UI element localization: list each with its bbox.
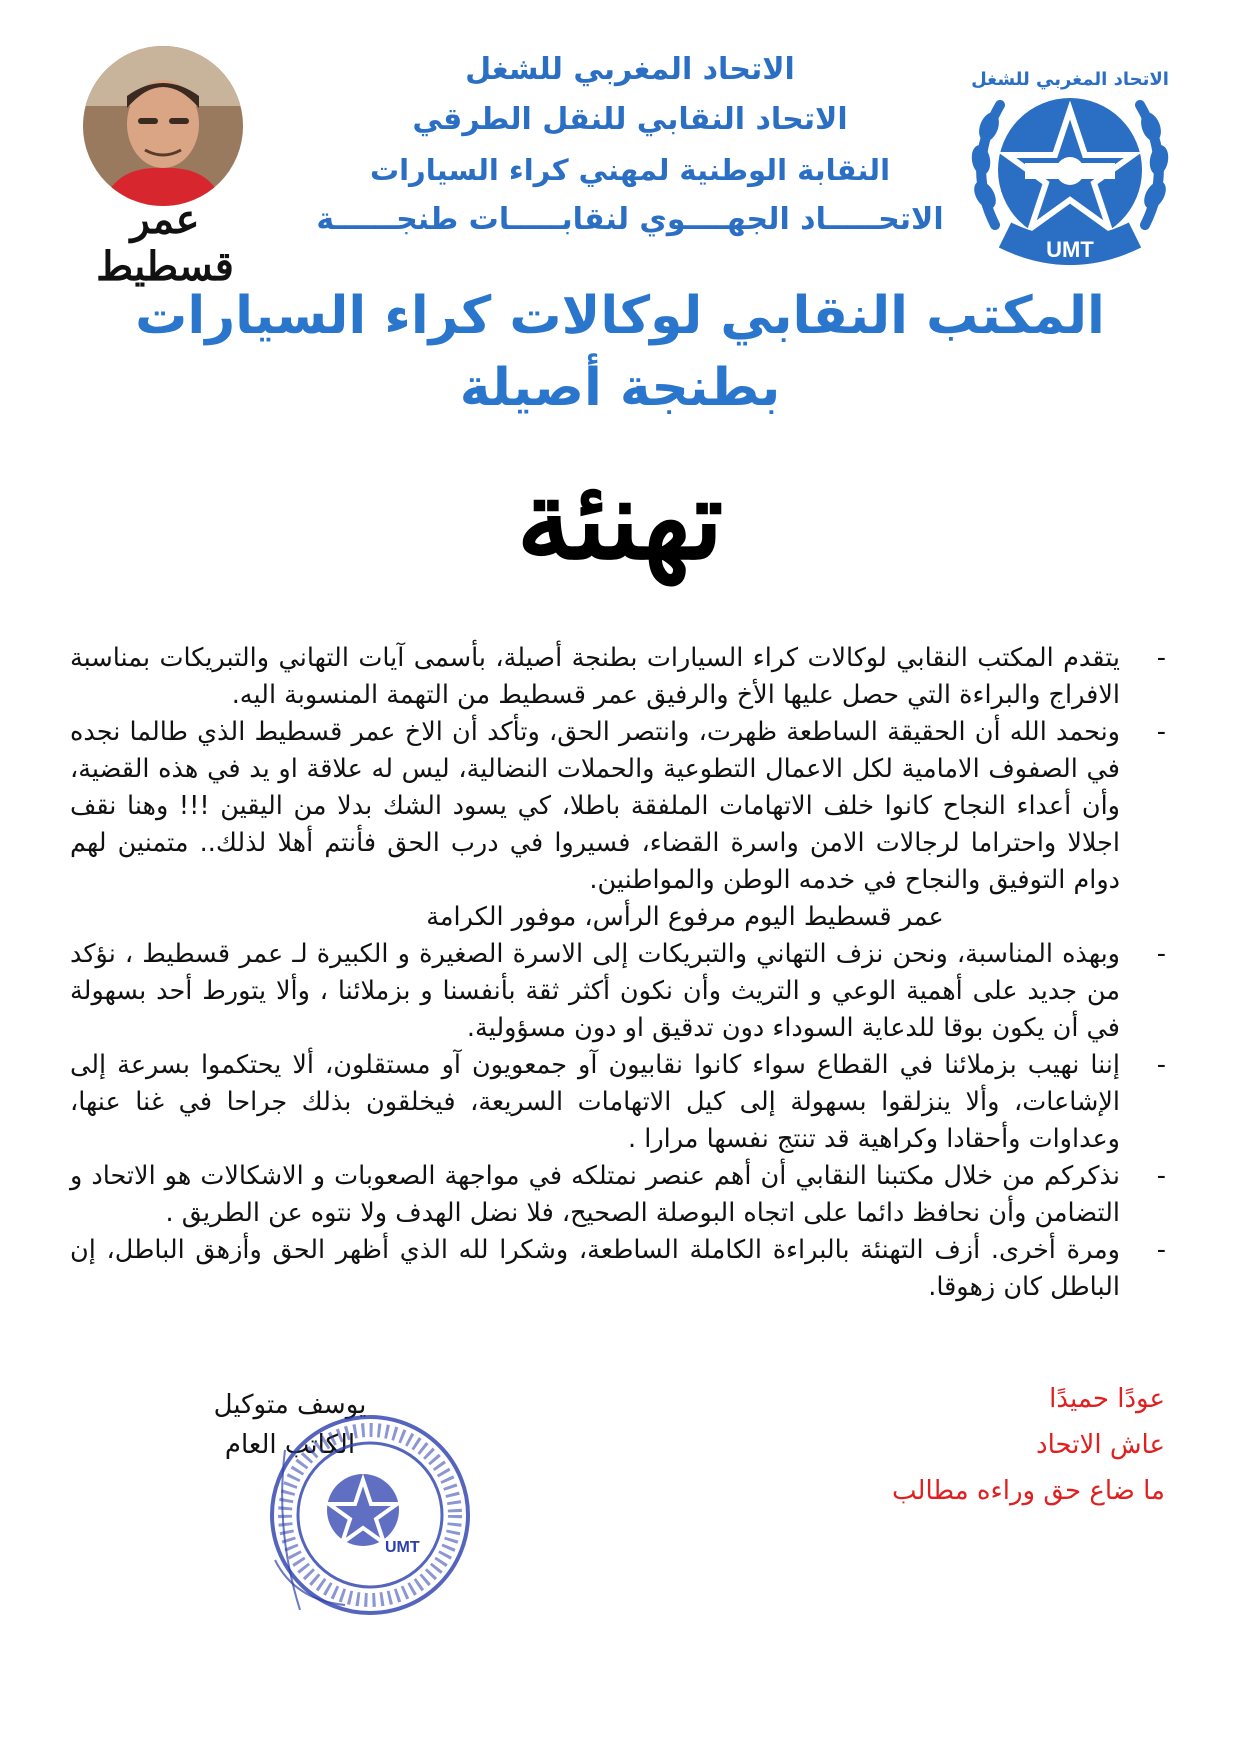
paragraph-2 xyxy=(70,714,1170,899)
closing-line-3: ما ضاع حق وراءه مطالب xyxy=(892,1476,1165,1506)
paragraph-text: نذكركم من خلال مكتبنا النقابي أن أهم عنصر نمتلكه في مواجهة الصعوبات و الاشكالات هو الاتحاد و التضامن وأن نحافظ دائما على اتجاه البوصلة الصحيح، فلا نضل الهدف ولا نتوه عن الطريق . xyxy=(70,1161,1120,1228)
stamp-text: UMT xyxy=(385,1539,420,1556)
umt-logo xyxy=(955,45,1185,275)
center-line: عمر قسطيط اليوم مرفوع الرأس، موفور الكرامة xyxy=(426,902,944,932)
closing-slogans xyxy=(850,1376,1165,1514)
paragraph-3 xyxy=(70,936,1170,1047)
paragraph-4 xyxy=(70,1047,1170,1158)
list-dash: - xyxy=(1156,1235,1166,1265)
stamp-seal-icon xyxy=(265,1410,475,1620)
umt-emblem-icon xyxy=(955,45,1185,275)
org-line-1: الاتحاد المغربي للشغل xyxy=(465,52,795,87)
document-title xyxy=(60,280,1180,424)
list-dash: - xyxy=(1156,939,1166,969)
logo-text: UMT xyxy=(1046,237,1094,262)
signatory-name: يوسف متوكيل xyxy=(213,1390,367,1420)
list-dash: - xyxy=(1156,717,1166,747)
greeting-heading: تهنئة xyxy=(516,455,724,584)
list-dash: - xyxy=(1156,1050,1166,1080)
official-stamp xyxy=(265,1410,475,1620)
list-dash: - xyxy=(1156,643,1166,673)
closing-line-2: عاش الاتحاد xyxy=(1035,1430,1165,1460)
org-line-2: الاتحاد النقابي للنقل الطرقي xyxy=(412,102,848,137)
photo-caption: عمر قسطيط xyxy=(96,196,234,290)
title-line-2: بطنجة أصيلة xyxy=(459,358,781,418)
logo-arc-text: الاتحاد المغربي للشغل xyxy=(971,69,1169,90)
paragraph-text: وبهذه المناسبة، ونحن نزف التهاني والتبريكات إلى الاسرة الصغيرة و الكبيرة لـ عمر قسطيط ، نؤكد من جديد على أهمية الوعي و التريث وأن نكون أكثر ثقة بأنفسنا و بزملائنا ، وألا يتورط أحد بسهولة في أن يكون بوقا للدعاية السوداء دون تدقيق او دون مسؤولية. xyxy=(70,939,1120,1043)
paragraph-6 xyxy=(70,1232,1170,1306)
org-line-3: النقابة الوطنية لمهني كراء السيارات xyxy=(369,153,891,187)
organization-header xyxy=(300,45,960,245)
profile-photo xyxy=(83,46,243,206)
org-line-4: الاتحـــــاد الجهــــوي لنقابـــــات طنجــــــة xyxy=(316,202,944,237)
paragraph-5 xyxy=(70,1158,1170,1232)
paragraph-text: ومرة أخرى. أزف التهنئة بالبراءة الكاملة الساطعة، وشكرا لله الذي أظهر الحق وأزهق الباطل، إن الباطل كان زهوقا. xyxy=(70,1235,1120,1302)
title-line-1: المكتب النقابي لوكالات كراء السيارات xyxy=(135,286,1105,346)
paragraph-1 xyxy=(70,640,1170,714)
paragraph-text: يتقدم المكتب النقابي لوكالات كراء السيارات بطنجة أصيلة، بأسمى آيات التهاني والتبريكات بمناسبة الافراج والبراءة التي حصل عليها الأخ والرفيق عمر قسطيط من التهمة المنسوبة اليه. xyxy=(70,643,1120,710)
paragraph-text: ونحمد الله أن الحقيقة الساطعة ظهرت، وانتصر الحق، وتأكد أن الاخ عمر قسطيط الذي طالما نجده في الصفوف الامامية لكل الاعمال التطوعية والحملات النضالية، ليس له علاقة او يد في هذه القضية، وأن أعداء النجاح كانوا خلف الاتهامات الملفقة باطلا، كي يسود الشك بدلا من اليقين !!! وهنا نقف اجلالا واحتراما لرجالات الامن واسرة القضاء، فسيروا في درب الحق فأنتم أهلا لذلك.. متمنين لهم دوام التوفيق والنجاح في خدمه الوطن والمواطنين. xyxy=(70,717,1120,895)
list-dash: - xyxy=(1156,1161,1166,1191)
paragraph-text: إننا نهيب بزملائنا في القطاع سواء كانوا نقابيون آو جمعويون آو مستقلون، ألا يحتكموا بسرعة إلى الإشاعات، وألا ينزلقوا بسهولة إلى كيل الاتهامات السريعة، فيخلقون بذلك جراحا في غنا عنها، وعداوات وأحقادا وكراهية قد تنتج نفسها مرارا . xyxy=(70,1050,1120,1154)
closing-line-1: عودًا حميدًا xyxy=(1049,1384,1165,1414)
person-portrait-icon xyxy=(83,46,243,206)
letter-body xyxy=(70,640,1170,1306)
signatory-role: الكاتب العام xyxy=(224,1430,356,1460)
